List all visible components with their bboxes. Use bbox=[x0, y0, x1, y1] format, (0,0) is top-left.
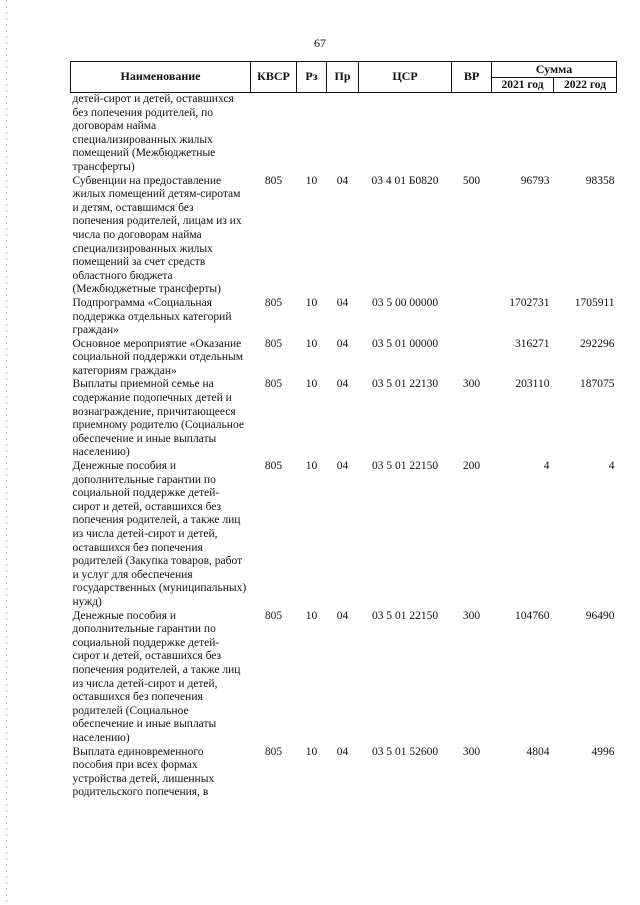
cell-vr bbox=[452, 338, 492, 379]
cell-sum-2021: 1702731 bbox=[509, 296, 550, 309]
table-row bbox=[71, 175, 617, 297]
cell-csr bbox=[359, 93, 452, 175]
cell-pr: 04 bbox=[336, 460, 349, 473]
table-header bbox=[71, 62, 617, 93]
cell-sum-2021: 4 bbox=[543, 460, 550, 473]
cell-name: Выплата единовременного пособия при всех формах устройства детей, лишенных родительского попечения, в bbox=[72, 745, 215, 799]
table-row bbox=[71, 746, 617, 800]
cell-sum-2021: 104760 bbox=[515, 609, 550, 622]
cell-csr: 03 5 01 22130 bbox=[371, 378, 439, 391]
cell-sum-2021 bbox=[492, 93, 554, 175]
cell-csr: 03 4 01 Б0820 bbox=[371, 174, 439, 187]
cell-sum-2022: 96490 bbox=[585, 609, 615, 622]
cell-vr: 500 bbox=[462, 174, 481, 187]
cell-pr: 04 bbox=[336, 296, 349, 309]
header-rz: Рз bbox=[297, 62, 327, 93]
cell-rz: 10 bbox=[305, 337, 318, 350]
cell-pr bbox=[327, 93, 359, 175]
cell-name: детей-сирот и детей, оставшихся без попечения родителей, по договорам найма специализированных жилых помещений (Межбюджетные трансферты) bbox=[72, 93, 234, 173]
cell-sum-2021: 96793 bbox=[520, 174, 550, 187]
page-number: 67 bbox=[314, 36, 326, 50]
scan-edge-line bbox=[6, 0, 7, 905]
header-vr: ВР bbox=[452, 62, 492, 93]
header-2021: 2021 год bbox=[492, 78, 554, 93]
cell-kvsr: 805 bbox=[264, 609, 283, 622]
cell-kvsr bbox=[251, 93, 297, 175]
cell-pr: 04 bbox=[336, 609, 349, 622]
cell-kvsr: 805 bbox=[264, 745, 283, 758]
cell-vr bbox=[452, 93, 492, 175]
cell-kvsr: 805 bbox=[264, 378, 283, 391]
cell-vr: 300 bbox=[462, 609, 481, 622]
budget-table bbox=[70, 61, 617, 800]
cell-name: Подпрограмма «Социальная поддержка отдельных категорий граждан» bbox=[72, 296, 232, 337]
header-2022: 2022 год bbox=[554, 78, 617, 93]
cell-name: Денежные пособия и дополнительные гарантии по социальной поддержке детей-сирот и детей, оставшихся без попечения родителей, а также лиц из числа детей-сирот и детей, оставшихся без попечения родителей (Социальное обеспечение и иные выплаты населению) bbox=[72, 609, 241, 744]
cell-rz: 10 bbox=[305, 460, 318, 473]
cell-name: Основное мероприятие «Оказание социальной поддержки отдельным категориям граждан» bbox=[72, 337, 244, 377]
cell-name: Субвенции на предоставление жилых помещений детям-сиротам и детям, оставшимся без попечения родителей, лицам из их числа по договорам найма специализированных жилых помещений за счет средств областного бюджета (Межбюджетные трансферты) bbox=[72, 174, 242, 296]
cell-sum-2022: 98358 bbox=[585, 174, 615, 187]
cell-kvsr: 805 bbox=[264, 337, 283, 350]
cell-vr bbox=[452, 297, 492, 338]
table-row bbox=[71, 338, 617, 379]
cell-sum-2021: 4804 bbox=[526, 745, 550, 758]
table-row bbox=[71, 378, 617, 460]
cell-rz: 10 bbox=[305, 378, 318, 391]
cell-name: Выплаты приемной семье на содержание подопечных детей и вознаграждение, причитающееся приемному родителю (Социальное обеспечение и иные выплаты населению) bbox=[72, 378, 244, 459]
cell-csr: 03 5 01 22150 bbox=[371, 460, 439, 473]
header-pr: Пр bbox=[327, 62, 359, 93]
table-row bbox=[71, 460, 617, 610]
cell-rz: 10 bbox=[305, 609, 318, 622]
header-csr: ЦСР bbox=[359, 62, 452, 93]
cell-rz: 10 bbox=[305, 296, 318, 309]
cell-sum-2022: 187075 bbox=[580, 378, 615, 391]
cell-vr: 200 bbox=[462, 460, 481, 473]
cell-sum-2022 bbox=[554, 93, 617, 175]
cell-rz: 10 bbox=[305, 745, 318, 758]
table-row bbox=[71, 93, 617, 175]
cell-sum-2022: 4 bbox=[608, 460, 615, 473]
cell-pr: 04 bbox=[336, 378, 349, 391]
cell-name: Денежные пособия и дополнительные гарантии по социальной поддержке детей-сирот и детей, оставшихся без попечения родителей, а также лиц из числа детей-сирот и детей, оставшихся без попечения родителей (Закупка товаров, работ и услуг для обеспечения государственных (муниципальных) нужд) bbox=[72, 460, 247, 608]
cell-sum-2021: 203110 bbox=[515, 378, 550, 391]
table-row bbox=[71, 610, 617, 746]
cell-kvsr: 805 bbox=[264, 460, 283, 473]
cell-sum-2022: 292296 bbox=[580, 337, 615, 350]
table-body bbox=[71, 93, 617, 800]
cell-csr: 03 5 00 00000 bbox=[371, 296, 439, 309]
header-kvsr: КВСР bbox=[251, 62, 297, 93]
cell-pr: 04 bbox=[336, 337, 349, 350]
cell-kvsr: 805 bbox=[264, 174, 283, 187]
header-sum: Сумма bbox=[492, 62, 617, 78]
header-name: Наименование bbox=[71, 62, 251, 93]
cell-csr: 03 5 01 00000 bbox=[371, 337, 439, 350]
cell-vr: 300 bbox=[462, 378, 481, 391]
cell-pr: 04 bbox=[336, 174, 349, 187]
cell-sum-2021: 316271 bbox=[515, 337, 550, 350]
cell-sum-2022: 1705911 bbox=[574, 296, 615, 309]
cell-rz bbox=[297, 93, 327, 175]
cell-rz: 10 bbox=[305, 174, 318, 187]
cell-sum-2022: 4996 bbox=[591, 745, 615, 758]
cell-vr: 300 bbox=[462, 745, 481, 758]
cell-pr: 04 bbox=[336, 745, 349, 758]
table-row bbox=[71, 297, 617, 338]
cell-csr: 03 5 01 52600 bbox=[371, 745, 439, 758]
cell-kvsr: 805 bbox=[264, 296, 283, 309]
cell-csr: 03 5 01 22150 bbox=[371, 609, 439, 622]
